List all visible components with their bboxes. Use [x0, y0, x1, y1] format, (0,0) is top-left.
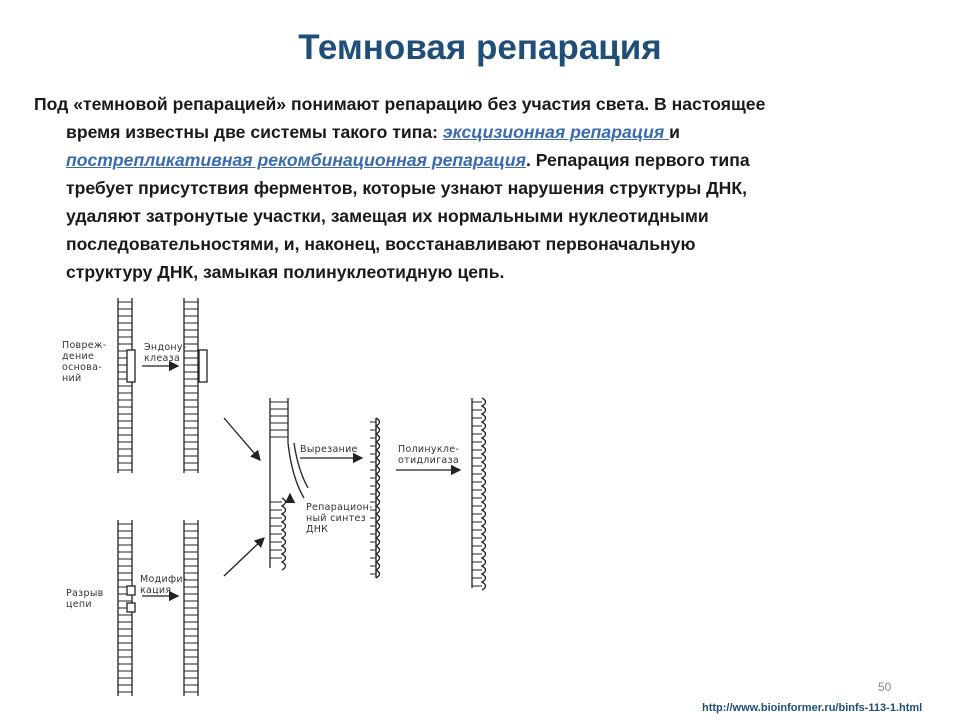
break-mark-1 — [127, 586, 135, 595]
page-number: 50 — [878, 680, 892, 694]
para-line-4: требует присутствия ферментов, которые узнают нарушения структуры ДНК, — [66, 178, 747, 198]
para-line-5: удаляют затронутые участки, замещая их нормальными нуклеотидными — [66, 206, 709, 226]
dna-repair-diagram — [62, 298, 502, 698]
label-repair-synthesis-1: Репарацион- — [306, 502, 373, 513]
label-modification-2: кация — [140, 585, 172, 596]
label-base-damage-3: основа- — [62, 362, 103, 373]
label-chain-break-1: Разрыв — [66, 588, 104, 599]
label-base-damage-1: Повреж- — [62, 340, 107, 351]
arrow-into-stage-top — [224, 418, 260, 460]
para-line-2-end: и — [669, 122, 680, 142]
para-line-7: структуру ДНК, замыкая полинуклеотидную цепь. — [66, 262, 505, 282]
para-line-2-text: время известны две системы такого типа: — [66, 122, 443, 142]
label-base-damage-2: дение — [62, 351, 95, 362]
cut-segment — [199, 350, 207, 382]
label-endonuclease — [144, 342, 187, 364]
label-ligase-1: Полинукле- — [398, 444, 460, 455]
label-ligase — [398, 444, 459, 466]
para-line-3-text: . Репарация первого типа — [525, 150, 750, 170]
label-repair-synthesis — [306, 502, 373, 535]
body-paragraph — [34, 90, 914, 286]
label-chain-break-2: цепи — [66, 599, 92, 610]
label-modification — [140, 574, 187, 596]
dna-synthesis-wavy — [282, 498, 286, 570]
damaged-base — [127, 350, 135, 382]
label-ligase-2: отидлигаза — [398, 455, 460, 466]
break-mark-2 — [127, 603, 135, 612]
label-repair-synthesis-3: ДНК — [306, 524, 329, 535]
label-base-damage-4: ний — [62, 373, 82, 384]
label-chain-break — [66, 588, 104, 610]
label-endonuclease-1: Эндону- — [144, 342, 187, 353]
dna-repair-svg — [62, 298, 502, 698]
slide-title: Темновая репарация — [298, 28, 662, 67]
para-line-2 — [34, 118, 914, 146]
link-postreplicative-repair[interactable]: пострепликативная рекомбинационная репарация — [66, 150, 526, 170]
source-url[interactable]: http://www.bioinformer.ru/binfs-113-1.html — [702, 702, 923, 714]
link-excision-repair[interactable]: эксцизионная репарация — [442, 122, 670, 142]
dna-final-wavy — [482, 398, 486, 590]
label-endonuclease-2: клеаза — [144, 353, 181, 364]
label-repair-synthesis-2: ный синтез — [306, 513, 366, 524]
label-excision: Вырезание — [300, 444, 358, 455]
para-line-6: последовательностями, и, наконец, восстанавливают первоначальную — [66, 234, 696, 254]
para-line-3 — [34, 146, 914, 174]
arrow-into-stage-bottom — [224, 538, 264, 576]
para-line-1: Под «темновой репарацией» понимают репарацию без участия света. В настоящее — [34, 94, 766, 114]
label-base-damage — [62, 340, 107, 384]
label-modification-1: Модифи- — [140, 574, 187, 585]
dna-third-wavy — [376, 418, 380, 578]
